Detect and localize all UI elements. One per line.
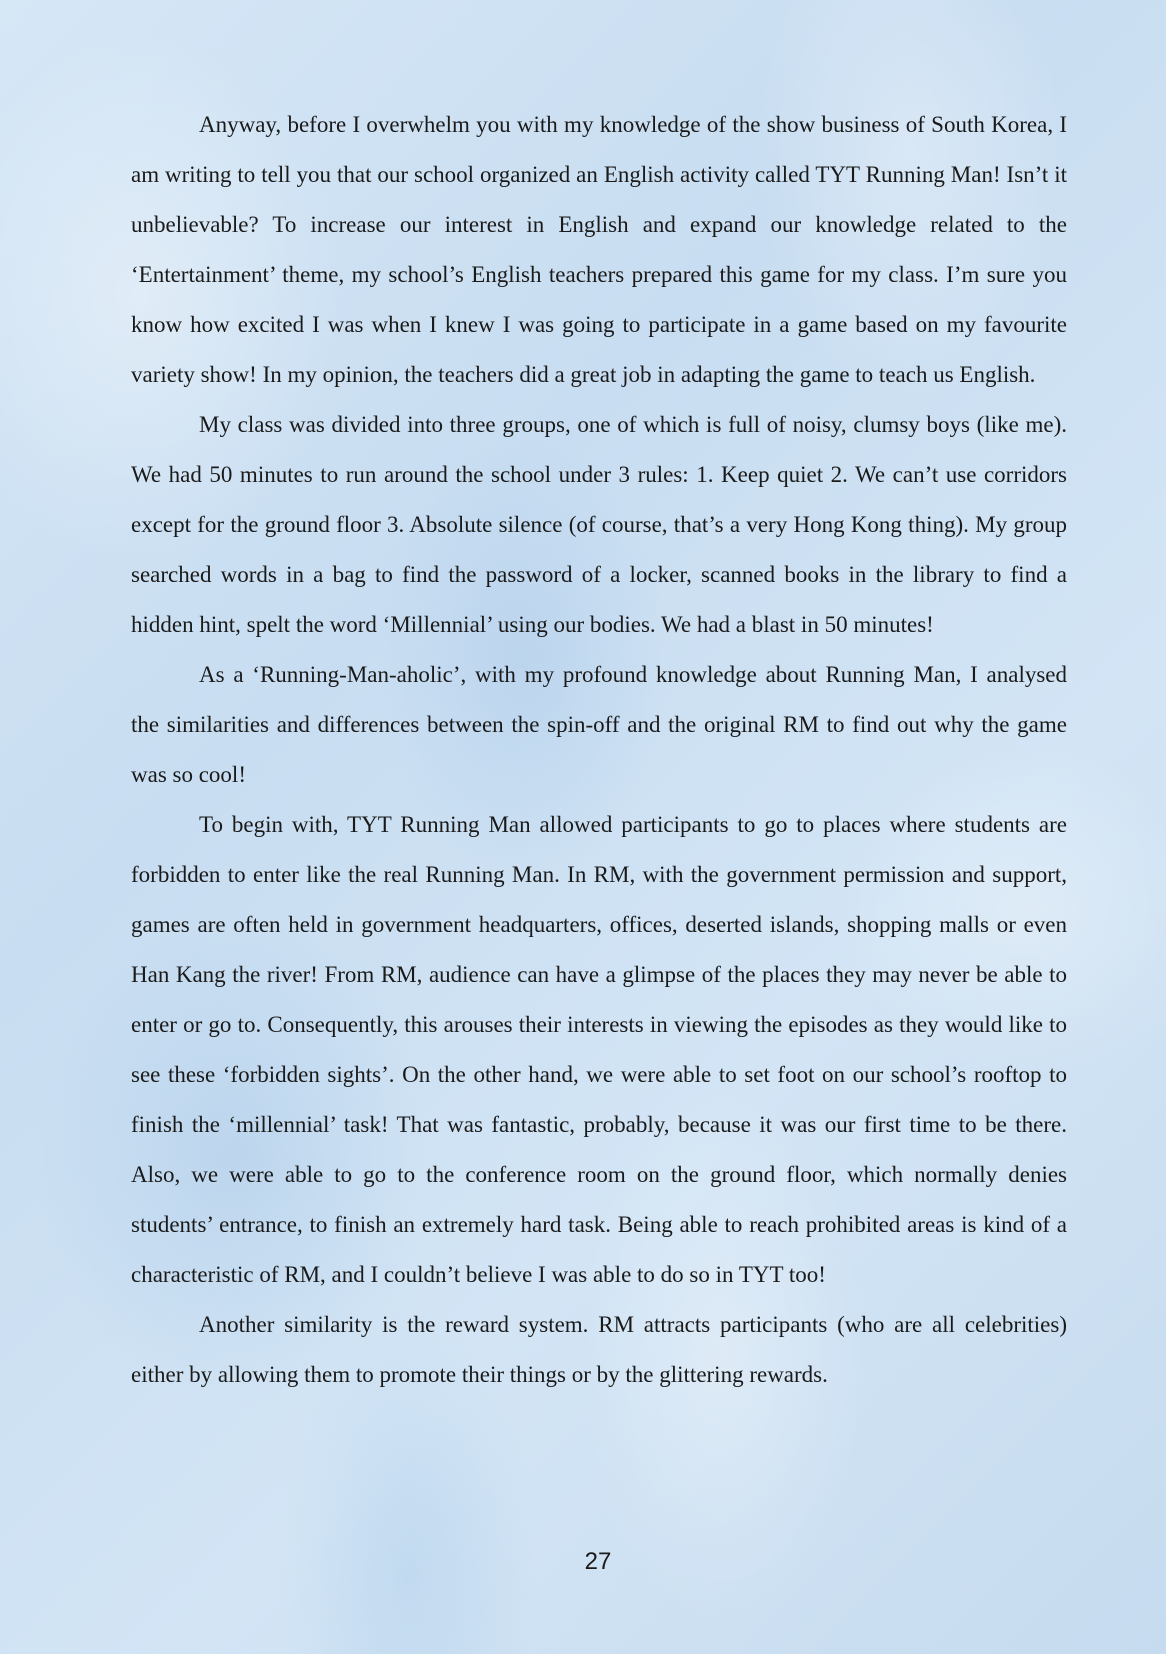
paragraph-intro: Anyway, before I overwhelm you with my knowledge of the show business of South Korea, I am writing to tell you that our school organized an English activity called TYT Running Man! Isn’t it unbelievable? To increase our interest in English and expand our knowledge related to the ‘Entertainment’ theme, my school’s English teachers prepared this game for my class. I’m sure you know how excited I was when I knew I was going to participate in a game based on my favourite variety show! In my opinion, the teachers did a great job in adapting the game to teach us English. [131,112,1067,387]
page-body [131,100,1067,1400]
paragraph-groups: My class was divided into three groups, one of which is full of noisy, clumsy boys (like me). We had 50 minutes to run around the school under 3 rules: 1. Keep quiet 2. We can’t use corridors except for the ground floor 3. Absolute silence (of course, that’s a very Hong Kong thing). My group searched words in a bag to find the password of a locker, scanned books in the library to find a hidden hint, spelt the word ‘Millennial’ using our bodies. We had a blast in 50 minutes! [131,412,1067,637]
paragraph-analysis: As a ‘Running-Man-aholic’, with my profound knowledge about Running Man, I analysed the similarities and differences between the spin-off and the original RM to find out why the game was so cool! [131,662,1067,787]
paragraph-reward-system: Another similarity is the reward system. RM attracts participants (who are all celebrities) either by allowing them to promote their things or by the glittering rewards. [131,1312,1067,1387]
page-number: 27 [584,1548,612,1575]
paragraph-forbidden-places: To begin with, TYT Running Man allowed participants to go to places where students are forbidden to enter like the real Running Man. In RM, with the government permission and support, games are often held in government headquarters, offices, deserted islands, shopping malls or even Han Kang the river! From RM, audience can have a glimpse of the places they may never be able to enter or go to. Consequently, this arouses their interests in viewing the episodes as they would like to see these ‘forbidden sights’. On the other hand, we were able to set foot on our school’s rooftop to finish the ‘millennial’ task! That was fantastic, probably, because it was our first time to be there. Also, we were able to go to the conference room on the ground floor, which normally denies students’ entrance, to finish an extremely hard task. Being able to reach prohibited areas is kind of a characteristic of RM, and I couldn’t believe I was able to do so in TYT too! [131,812,1067,1287]
